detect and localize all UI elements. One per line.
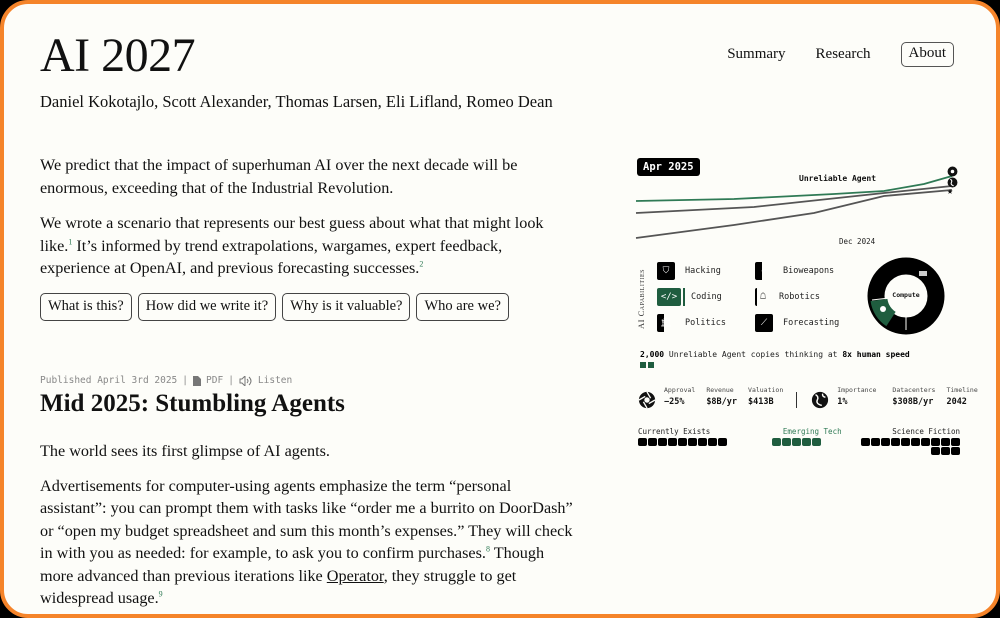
tech-dot[interactable] [792,438,801,446]
openbrain-logo-icon [638,391,656,409]
section-paragraph-1: The world sees its first glimpse of AI agents. [40,442,330,460]
stat-datacenters [892,386,935,407]
who-are-we-button[interactable]: Who are we? [416,293,508,321]
tech-dot[interactable] [941,447,950,455]
stat-revenue [706,386,737,407]
tech-dot[interactable] [678,438,687,446]
stat-valuation [748,386,783,407]
tech-tracker [638,427,960,468]
footnote-2[interactable]: 2 [419,259,424,269]
tech-dot[interactable] [668,438,677,446]
site-title[interactable]: AI 2027 [40,29,196,82]
tech-dot[interactable] [638,438,647,446]
progress-bar [683,288,685,306]
openbrain-icon [947,166,958,177]
copy-block [640,362,646,368]
what-is-this-button[interactable]: What is this? [40,293,132,321]
emerging-tech-label: Emerging Tech [782,427,842,436]
footnote-9[interactable]: 9 [158,589,163,599]
stat-importance [837,386,876,407]
operator-link[interactable]: Operator [326,566,384,585]
code-icon: </> [657,288,681,306]
why-valuable-button[interactable]: Why is it valuable? [282,293,410,321]
capability-coding[interactable] [657,287,755,307]
capabilities-title-wrap [634,266,648,334]
capability-bioweapons[interactable] [755,261,865,281]
footnote-1[interactable]: 1 [68,237,73,247]
publish-meta [40,375,292,386]
capability-label: Robotics [779,292,820,302]
separator: | [228,375,234,386]
stat-value: $308B/yr [892,397,934,407]
nav-summary[interactable]: Summary [727,46,786,62]
stat-label: Datacenters [892,386,936,394]
stat-label: Revenue [706,386,734,394]
capabilities-grid [657,261,865,333]
section-text: Advertisements for computer-using agents emphasize the term “personal assistant”: you can prompt them with tasks like “order me a burrito on DoorDash” or “open my budget spreadsheet and sum this month’s expenses.” They will check in with you as needed: for example, to ask you to confirm purchases. [40,476,573,562]
tech-dot[interactable] [951,438,960,446]
footnote-8[interactable]: 8 [485,544,490,554]
tech-dot[interactable] [688,438,697,446]
tech-dot[interactable] [648,438,657,446]
capability-label: Coding [691,292,722,302]
copies-summary [640,350,910,359]
stat-value: 1% [837,397,848,407]
science-fiction-dots [856,438,960,455]
stat-label: Importance [837,386,877,394]
section-title: Mid 2025: Stumbling Agents [40,390,345,417]
capability-robotics[interactable] [755,287,865,307]
intro-paragraph-1: We predict that the impact of superhuman AI over the next decade will be enormous, exceeding that of the Industrial Revolution. [40,156,518,197]
stat-value: $8B/yr [706,397,738,407]
capability-label: Politics [685,318,726,328]
tech-labels [638,427,960,436]
speaker-icon [239,376,253,386]
intro-paragraph-2 [40,212,572,280]
tech-dot[interactable] [921,438,930,446]
intro-text: We wrote a scenario that represents our best guess about what that might look like. [40,214,544,255]
faq-buttons [40,293,572,321]
emerging-tech-dots [772,438,827,446]
tech-dot[interactable] [931,438,940,446]
tech-dot[interactable] [718,438,727,446]
stat-timeline [946,386,977,407]
science-fiction-label: Science Fiction [892,427,960,436]
chart-x-tick: Dec 2024 [839,237,876,246]
nav-research[interactable]: Research [815,46,871,62]
capability-label: Bioweapons [783,266,835,276]
how-did-we-write-button[interactable]: How did we write it? [138,293,276,321]
tech-dot[interactable] [891,438,900,446]
donut-center-label: Compute [892,291,920,299]
intro-text: It’s informed by trend extrapolations, wargames, expert feedback, experience at OpenAI, and previous forecasting successes. [40,236,503,277]
tech-dot[interactable] [782,438,791,446]
tech-dot[interactable] [941,438,950,446]
tech-dot[interactable] [708,438,717,446]
dashboard-panel [634,154,978,474]
stat-value: $413B [748,397,774,407]
capability-forecasting[interactable] [755,313,865,333]
stat-label: Valuation [748,386,784,394]
sparkle-icon: ★ [947,186,954,197]
stat-label: Timeline [946,386,978,394]
stat-value: −25% [664,397,685,407]
biohazard-icon: ☣ [755,262,773,280]
published-date: Published April 3rd 2025 [40,375,178,386]
tech-dot[interactable] [931,447,940,455]
copies-speed: 8x human speed [842,350,910,359]
copies-text: Unreliable Agent copies thinking at [664,350,843,359]
capability-label: Hacking [685,266,721,276]
tech-dot[interactable] [911,438,920,446]
tech-dot[interactable] [951,447,960,455]
tech-dot[interactable] [881,438,890,446]
capabilities-title: AI Capabilities [636,268,646,330]
capability-hacking[interactable] [657,261,755,281]
nav-about[interactable]: About [901,42,955,67]
tech-dot[interactable] [812,438,821,446]
section-body [40,440,580,618]
robot-icon: ☖ [755,288,769,306]
separator: | [182,375,189,386]
shield-icon: ⛉ [657,262,675,280]
stat-value: 2042 [946,397,967,407]
document-icon [193,376,201,386]
capitol-icon: 🏛 [657,314,675,332]
intro [40,154,572,321]
divider [796,392,797,408]
capability-politics[interactable] [657,313,755,333]
copies-count: 2,000 [640,350,665,359]
chart-series-label: Unreliable Agent [799,174,877,183]
tech-dot[interactable] [871,438,880,446]
authors: Daniel Kokotajlo, Scott Alexander, Thomas Larsen, Eli Lifland, Romeo Dean [40,92,553,111]
stats-row [638,386,989,409]
tech-dot[interactable] [698,438,707,446]
tech-dot[interactable] [861,438,870,446]
copies-blocks [640,362,654,368]
section-text: , they struggle to get widespread usage. [40,566,517,607]
tech-dot[interactable] [772,438,781,446]
tech-dot[interactable] [901,438,910,446]
pdf-link[interactable]: PDF [206,375,224,386]
copy-block [648,362,654,368]
world-icon [811,391,829,409]
top-nav [727,42,954,67]
tech-dot[interactable] [658,438,667,446]
listen-link[interactable]: Listen [257,375,293,386]
stat-approval [664,386,695,407]
section-paragraph-2 [40,475,580,610]
capability-label: Forecasting [783,318,840,328]
currently-exists-label: Currently Exists [638,427,711,436]
tech-dot[interactable] [802,438,811,446]
tech-rows [638,438,960,468]
network-icon: ⟋ [755,314,773,332]
stat-label: Approval [664,386,696,394]
section-text: Though more advanced than previous iterations like [40,544,545,585]
currently-exists-dots [638,438,733,446]
date-chip: Apr 2025 [637,158,700,176]
